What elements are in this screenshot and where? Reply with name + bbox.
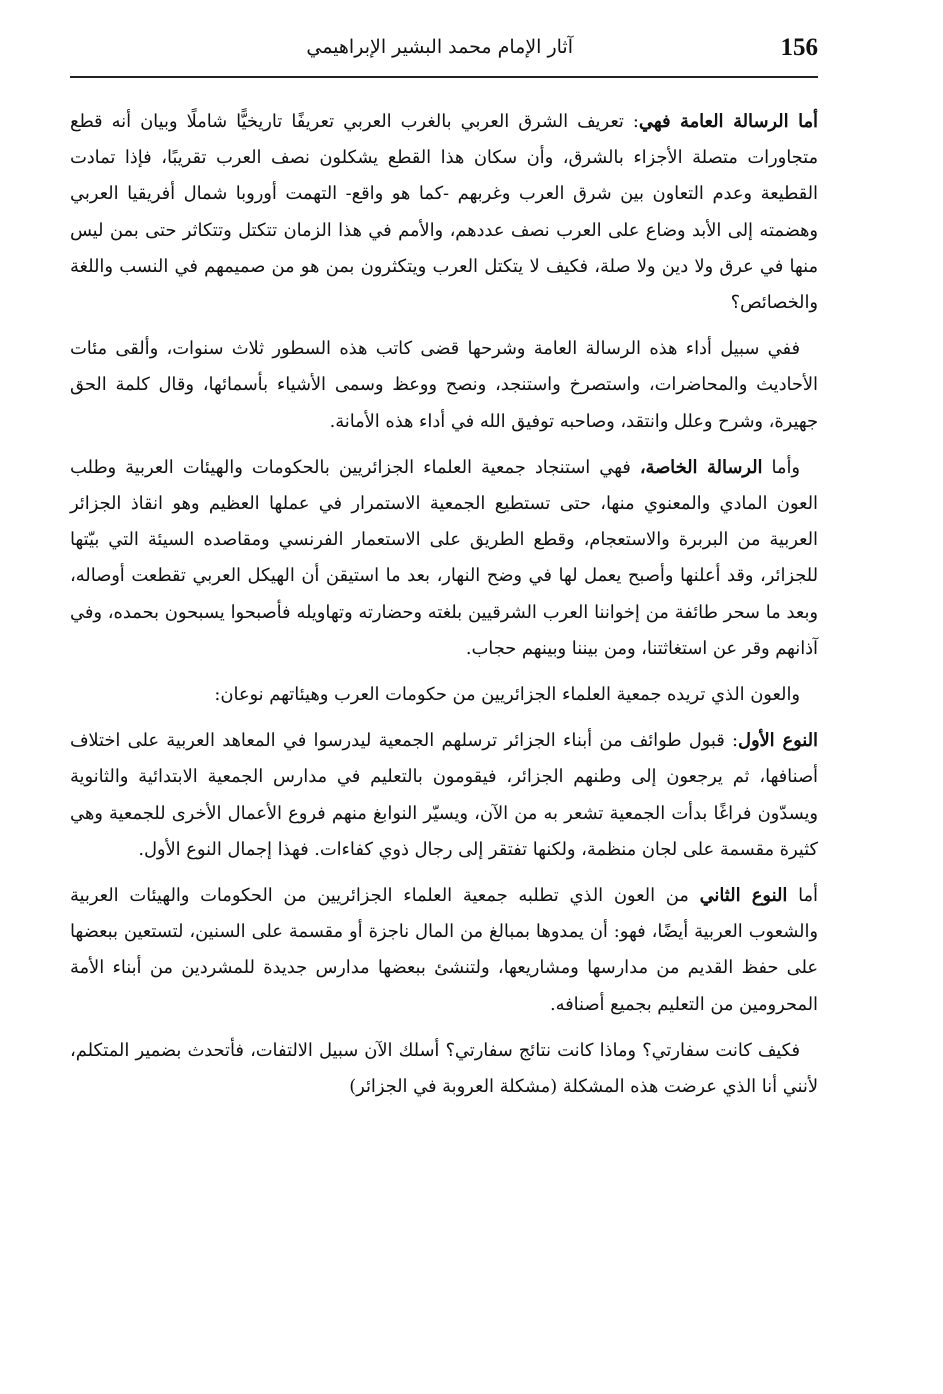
paragraph-text: : تعريف الشرق العربي بالغرب العربي تعريفًا تاريخيًّا شاملًا وبيان أنه قطع متجاورات متصلة الأجزاء بالشرق، وأن سكان هذا القطع يشكلون نصف العرب تقريبًا، فإذا تمادت القطيعة وعدم التعاون بين شرق العرب وغربهم -كما هو واقع- التهمت أوروبا شمال أفريقيا العربي وهضمته إلى الأبد وضاع على العرب نصف عددهم، والأمم في هذا الزمان تتكتل وتتكاثر حتى بمن ليس منها في عرق ولا دين ولا صلة، فكيف لا يتكتل العرب ويتكثرون بمن هو من صميمهم في النسب واللغة والخصائص؟	[70, 111, 818, 314]
paragraph-text: فهي استنجاد جمعية العلماء الجزائريين بالحكومات والهيئات العربية وطلب العون المادي والمعنوي منها، حتى تستطيع الجمعية الاستمرار في عملها العظيم وهو انقاذ الجزائر العربية من البربرة والاستعجام، وقطع الطريق على الاستعمار الفرنسي ومقاصده السيئة التي بيّتها للجزائر، وقد أعلنها وأصبح يعمل لها في وضح النهار، بعد ما استيقن أن الهيكل العربي تقطعت أوصاله، وبعد ما سحر طائفة من إخواننا العرب الشرقيين بلغته وحضارته وتهاويله فأصبحوا يسبحون بحمده، وفي آذانهم وقر عن استغاثتنا، ومن بيننا وبينهم حجاب.	[70, 456, 818, 659]
paragraph-embassy	[70, 1033, 818, 1105]
page-number: 156	[780, 34, 818, 61]
paragraph-text: فكيف كانت سفارتي؟ وماذا كانت نتائج سفارتي؟ أسلك الآن سبيل الالتفات، فأتحدث بضمير المتكلم، لأنني أنا الذي عرضت هذه المشكلة (مشكلة العروبة في الجزائر)	[70, 1039, 818, 1098]
paragraph-first-type	[70, 723, 818, 868]
paragraph-general-message	[70, 104, 818, 321]
paragraph-lead: أما الرسالة العامة فهي	[638, 111, 818, 132]
paragraph-text: : قبول طوائف من أبناء الجزائر ترسلهم الجمعية ليدرسوا في المعاهد العربية على اختلاف أصنافها، ثم يرجعون إلى وطنهم الجزائر، فيقومون بالتعليم في مدارس الجمعية الابتدائية والثانوية ويسدّون فراغًا بدأت الجمعية تشعر به من الآن، ويسيّر النوابغ منهم فروع الأعمال الأخرى للجمعية وهي كثيرة مقسمة على لجان منظمة، ولكنها تفتقر إلى رجال ذوي كفاءات. فهذا إجمال النوع الأول.	[70, 730, 818, 860]
body-text	[70, 104, 818, 1105]
paragraph-text: ففي سبيل أداء هذه الرسالة العامة وشرحها قضى كاتب هذه السطور ثلاث سنوات، وألقى مئات الأحاديث والمحاضرات، واستصرخ واستنجد، ونصح ووعظ وسمى الأشياء بأسمائها، وقال كلمة الحق جهيرة، وشرح وعلل وانتقد، وصاحبه توفيق الله في أداء هذه الأمانة.	[70, 338, 818, 432]
page-header	[70, 30, 818, 74]
running-title: آثار الإمام محمد البشير الإبراهيمي	[306, 36, 573, 58]
paragraph-lead: النوع الثاني	[699, 885, 788, 907]
paragraph-text: من العون الذي تطلبه جمعية العلماء الجزائريين من الحكومات والهيئات العربية والشعوب العربية أيضًا، فهو: أن يمدوها بمبالغ من المال ناجزة أو مقسمة على السنين، لتستعين ببعضها على حفظ القديم من مدارسها ومشاريعها، ولتنشئ ببعضها مدارس جديدة للمشردين من أبناء الأمة المحرومين من التعليم بجميع أصنافه.	[70, 885, 818, 1015]
paragraph-lead: الرسالة الخاصة،	[639, 456, 763, 478]
paragraph-three-years	[70, 331, 818, 440]
paragraph-prefix: أما	[787, 885, 818, 907]
paragraph-prefix: وأما	[762, 456, 800, 478]
paragraph-special-message	[70, 450, 818, 667]
header-rule	[70, 76, 818, 78]
paragraph-text: والعون الذي تريده جمعية العلماء الجزائريين من حكومات العرب وهيئاتهم نوعان:	[214, 684, 800, 706]
paragraph-second-type	[70, 878, 818, 1023]
paragraph-lead: النوع الأول	[738, 730, 818, 752]
paragraph-two-types	[70, 677, 818, 713]
